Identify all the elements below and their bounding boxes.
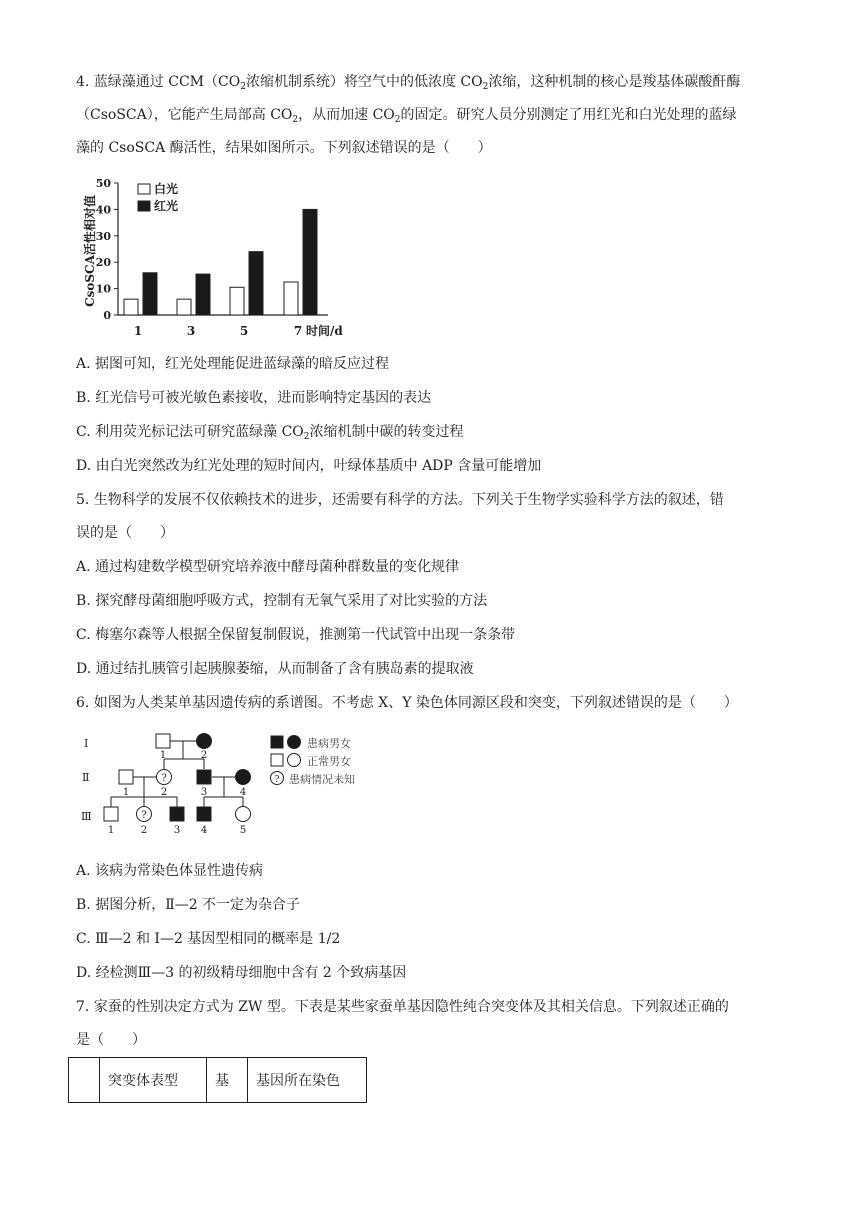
i-2-affected-female: [197, 734, 212, 749]
q5-option-d: D. 通过结扎胰管引起胰腺萎缩，从而制备了含有胰岛素的提取液: [76, 661, 474, 677]
table-header-cell: 基: [207, 1058, 248, 1103]
iii-1-normal-male: [104, 807, 118, 821]
legend-affected-male: [271, 736, 283, 748]
legend-normal-male: [271, 754, 283, 766]
table-header-cell: 基因所在染色: [248, 1058, 367, 1103]
x-tick-label: 3: [186, 324, 196, 338]
q4-stem-line-2: （CsoSCA），它能产生局部高 $CO_2$，从而加速 $CO_2$的固定。研究人员分别测定了用红光和白光处理的蓝绿: [76, 107, 737, 125]
csosca-bar-chart: [76, 175, 376, 345]
iii-3-affected-male: [170, 807, 184, 821]
y-tick-label: 20: [95, 256, 111, 270]
svg-text:1: 1: [159, 750, 167, 761]
svg-text:5: 5: [239, 825, 247, 836]
legend-white-label: 白光: [154, 182, 179, 196]
chart-ylabel: CsoSCA活性相对值: [83, 195, 97, 307]
svg-text:3: 3: [173, 825, 181, 836]
y-tick-label: 30: [95, 229, 111, 243]
legend-affected-female: [288, 736, 301, 749]
bar-red-light: [143, 273, 157, 315]
q4-option-d: D. 由白光突然改为红光处理的短时间内，叶绿体基质中 ADP 含量可能增加: [76, 458, 542, 474]
bar-white-light: [124, 299, 138, 315]
svg-text:2: 2: [200, 750, 208, 761]
q5-option-c: C. 梅塞尔森等人根据全保留复制假说，推测第一代试管中出现一条条带: [76, 627, 516, 643]
q5-stem-line-2: 误的是（ ）: [76, 525, 174, 541]
x-tick-label: 1: [133, 324, 143, 338]
legend-red-swatch: [138, 201, 150, 211]
q5-option-b: B. 探究酵母菌细胞呼吸方式，控制有无氧气采用了对比实验的方法: [76, 593, 488, 609]
legend-white-swatch: [138, 184, 150, 194]
x-tick-label: 7: [293, 324, 303, 338]
y-tick-label: 40: [95, 203, 111, 217]
bar-red-light: [249, 252, 263, 315]
svg-text:2: 2: [160, 787, 168, 798]
gen-label-i: Ⅰ: [84, 737, 89, 750]
table-header-cell: 突变体表型: [100, 1058, 207, 1103]
table-header-cell: [69, 1058, 100, 1103]
q6-option-a: A. 该病为常染色体显性遗传病: [76, 863, 264, 879]
table-header-row: [69, 1058, 367, 1103]
q5-stem-line-1: 5. 生物科学的发展不仅依赖技术的进步，还需要有科学的方法。下列关于生物学实验科学方法的叙述，错: [76, 492, 724, 508]
q4-option-b: B. 红光信号可被光敏色素接收，进而影响特定基因的表达: [76, 390, 432, 406]
bar-white-light: [177, 299, 191, 315]
iii-4-affected-male: [197, 807, 211, 821]
svg-text:3: 3: [200, 787, 208, 798]
q7-stem-line-1: 7. 家蚕的性别决定方式为 ZW 型。下表是某些家蚕单基因隐性纯合突变体及其相关信息。下列叙述正确的: [76, 999, 729, 1015]
iii-5-normal-female: [236, 807, 251, 822]
q5-option-a: A. 通过构建数学模型研究培养液中酵母菌种群数量的变化规律: [76, 559, 460, 575]
x-tick-label: 5: [239, 324, 249, 338]
gen-label-ii: Ⅱ: [82, 771, 90, 784]
bar-red-light: [303, 209, 317, 315]
ii-1-normal-male: [119, 770, 133, 784]
svg-text:?: ?: [274, 775, 280, 785]
q4-stem-line-3: 藻的 CsoSCA 酶活性，结果如图所示。下列叙述错误的是（ ）: [76, 140, 492, 156]
svg-text:1: 1: [122, 787, 130, 798]
legend-normal-label: 正常男女: [307, 755, 351, 768]
y-tick-label: 10: [95, 282, 111, 296]
y-tick-label: 50: [95, 177, 111, 190]
bar-white-light: [284, 282, 298, 315]
q6-stem: 6. 如图为人类某单基因遗传病的系谱图。不考虑 X、Y 染色体同源区段和突变，下列叙述错误的是（ ）: [76, 695, 738, 711]
ii-3-affected-male: [197, 770, 211, 784]
svg-text:4: 4: [239, 787, 247, 798]
q4-option-a: A. 据图可知，红光处理能促进蓝绿藻的暗反应过程: [76, 356, 390, 372]
svg-text:1: 1: [107, 825, 115, 836]
legend-affected-label: 患病男女: [307, 737, 351, 750]
i-1-normal-male: [156, 734, 170, 748]
y-tick-label: 0: [103, 309, 111, 322]
q6-option-d: D. 经检测Ⅲ—3 的初级精母细胞中含有 2 个致病基因: [76, 965, 407, 981]
q4-stem-line-1: 4. 蓝绿藻通过 $CCM(CO_2$浓缩机制系统）将空气中的低浓度 $CO_2$浓缩，这种机制的核心是羧基体碳酸酐酶: [76, 74, 741, 92]
legend-red-label: 红光: [154, 199, 179, 213]
gen-label-iii: Ⅲ: [81, 810, 92, 823]
q4-option-c: C. 利用荧光标记法可研究蓝绿藻 $CO_2$浓缩机制中碳的转变过程: [76, 424, 464, 442]
ii-4-affected-female: [236, 770, 251, 785]
chart-xlabel: 时间/d: [306, 324, 343, 338]
mutant-table: [68, 1057, 367, 1103]
svg-text:?: ?: [161, 773, 167, 784]
q7-stem-line-2: 是（ ）: [76, 1032, 146, 1048]
legend-normal-female: [288, 754, 301, 767]
legend-unknown-label: 患病情况未知: [289, 773, 355, 786]
bar-white-light: [230, 287, 244, 315]
svg-text:4: 4: [200, 825, 208, 836]
q6-option-c: C. Ⅲ—2 和 Ⅰ—2 基因型相同的概率是 1/2: [76, 931, 341, 947]
bar-red-light: [196, 274, 210, 315]
q6-option-b: B. 据图分析，Ⅱ—2 不一定为杂合子: [76, 897, 301, 913]
svg-text:?: ?: [141, 810, 147, 821]
pedigree-chart: [76, 725, 416, 840]
svg-text:2: 2: [140, 825, 148, 836]
